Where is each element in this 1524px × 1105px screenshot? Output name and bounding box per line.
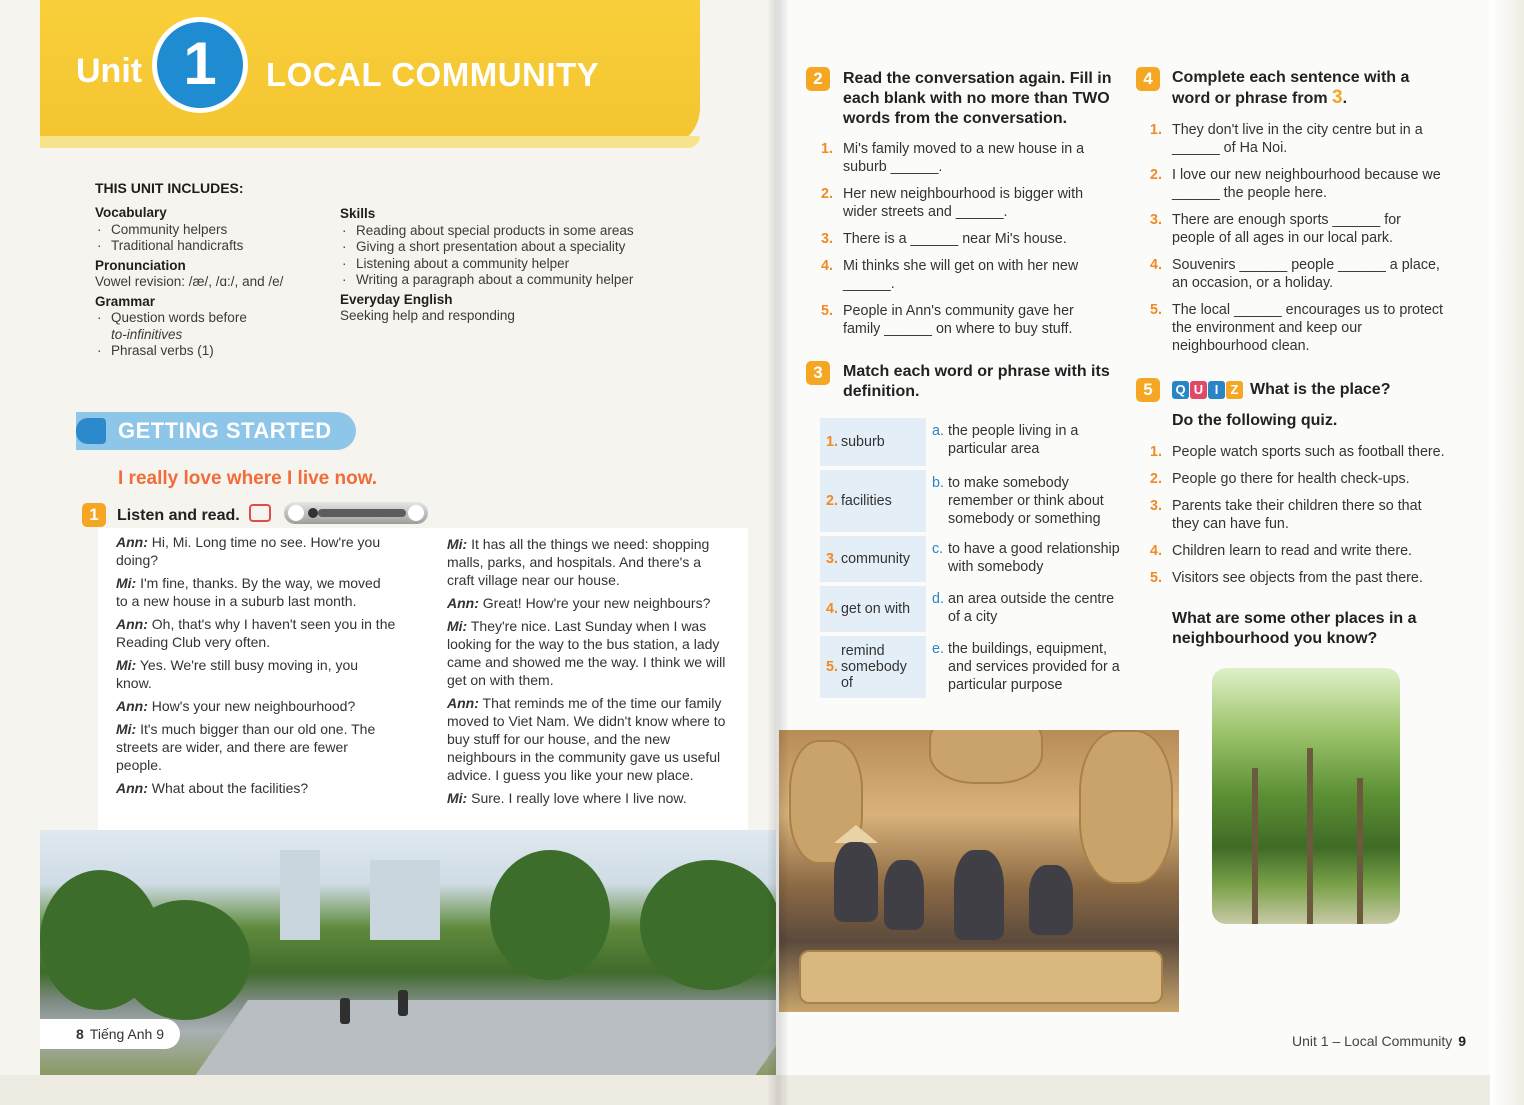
building [280, 850, 320, 940]
craftsperson [954, 850, 1004, 940]
exercise-2-badge: 2 [806, 67, 830, 91]
grammar-item: · Question words before [111, 310, 325, 327]
unit-number-badge: 1 [152, 17, 248, 113]
cd-audio-icon [249, 504, 271, 522]
book-gutter [768, 0, 788, 1105]
right-page-footer: Unit 1 – Local Community 9 [1292, 1033, 1467, 1049]
vocabulary-item: · Traditional handicrafts [111, 238, 325, 255]
exercise-4-ref: 3 [1332, 87, 1343, 108]
everyday-english-heading: Everyday English [340, 291, 453, 307]
basket [929, 730, 1043, 784]
tree-trunk [1357, 778, 1363, 924]
conversation-line: Ann: Hi, Mi. Long time no see. How're you doing? [116, 534, 381, 568]
craftsperson [834, 842, 878, 922]
conversation-line: Mi: It has all the things we need: shopping malls, parks, and hospitals. And there's a craft village near our house. [447, 536, 710, 588]
exercise-5-item: 2. People go there for health check-ups. [1150, 471, 1410, 487]
audio-player[interactable] [284, 502, 428, 524]
getting-started-title: GETTING STARTED [118, 418, 332, 443]
skills-item: · Listening about a community helper [356, 256, 680, 273]
exercise-4-title: Complete each sentence with a word or phrase from 3. [1172, 69, 1410, 108]
conversation-line: Mi: It's much bigger than our old one. The streets are wider, and there are fewer people. [116, 721, 376, 773]
exercise-4-item: 2. I love our new neighbourhood because we ______ the people here. [1150, 167, 1441, 201]
conversation-line: Ann: What about the facilities? [116, 780, 309, 796]
page-edge [1490, 0, 1524, 1105]
everyday-english-text: Seeking help and responding [340, 308, 515, 323]
page-bottom-edge [0, 1075, 1524, 1105]
includes-heading: THIS UNIT INCLUDES: [95, 180, 244, 196]
conversation-line: Mi: I'm fine, thanks. By the way, we moved to a new house in a suburb last month. [116, 575, 381, 609]
conversation-column-right [447, 535, 732, 812]
quiz-letter: U [1190, 381, 1207, 399]
exercise-4-item: 5. The local ______ encourages us to protect the environment and keep our neighbourhood clean. [1150, 302, 1444, 354]
vocabulary-item: · Community helpers [111, 222, 325, 239]
exercise-2-title: Read the conversation again. Fill in each blank with no more than TWO words from the conversation. [843, 70, 1112, 127]
exercise-2-item: 2. Her new neighbourhood is bigger with wider streets and ______. [821, 186, 1084, 220]
exercise-3-title: Match each word or phrase with its definition. [843, 363, 1110, 400]
record-icon[interactable] [308, 508, 318, 518]
exercise-5-badge: 5 [1136, 378, 1160, 402]
tree [120, 900, 250, 1020]
tree [490, 850, 610, 980]
includes-right-column [340, 206, 680, 325]
skills-item: · Reading about special products in some areas [356, 223, 680, 240]
tree-trunk [1252, 768, 1258, 924]
exercise-3-badge: 3 [806, 361, 830, 385]
matching-row: 1. suburb a. the people living in a particular area [820, 418, 1128, 466]
conversation-line: Ann: That reminds me of the time our family moved to Viet Nam. We didn't know where to buy stuff for our house, and the new neighbours in the community gave us useful advice. I guess you like your new place. [447, 695, 726, 783]
exercise-2-item: 5. People in Ann's community gave her family ______ on where to buy stuff. [821, 303, 1074, 337]
exercise-5-item: 1. People watch sports such as football there. [1150, 444, 1445, 460]
conversation-line: Mi: Sure. I really love where I live now. [447, 790, 687, 806]
skills-heading: Skills [340, 206, 376, 221]
pronunciation-text: Vowel revision: /æ/, /ɑ:/, and /e/ [95, 274, 284, 289]
tree-trunk [1307, 748, 1313, 924]
exercise-5-list [1150, 443, 1447, 596]
quiz-letter: I [1208, 381, 1225, 399]
volume-icon[interactable] [408, 505, 424, 521]
quiz-letter: Z [1226, 381, 1243, 399]
grammar-heading: Grammar [95, 293, 156, 309]
cyclist [340, 998, 350, 1024]
conical-hat [834, 825, 878, 843]
pronunciation-heading: Pronunciation [95, 257, 186, 273]
road [192, 1000, 776, 1075]
includes-left-column [95, 205, 325, 360]
exercise-2-item: 4. Mi thinks she will get on with her new ______. [821, 258, 1079, 292]
matching-row: 2. facilities b. to make somebody remember or think about somebody or something [820, 470, 1128, 532]
conversation-line: Ann: Oh, that's why I haven't seen you in the Reading Club very often. [116, 616, 396, 650]
audio-progress-bar[interactable] [318, 509, 406, 517]
exercise-4-item: 1. They don't live in the city centre but in a ______ of Ha Noi. [1150, 122, 1423, 156]
tree [640, 860, 776, 990]
matching-row: 3. community c. to have a good relationship with somebody [820, 536, 1128, 582]
grammar-item-continuation: to-infinitives [111, 326, 183, 342]
matching-table [820, 418, 1128, 702]
exercise-1-title: Listen and read. [117, 507, 240, 524]
park-trees-photo [1212, 668, 1400, 924]
conversation-column-left [116, 533, 396, 802]
exercise-4-list [1150, 121, 1447, 364]
unit-title: LOCAL COMMUNITY [266, 56, 600, 93]
exercise-5-item: 4. Children learn to read and write there. [1150, 543, 1413, 559]
grammar-item: · Phrasal verbs (1) [111, 343, 325, 360]
craft-village-photo [779, 730, 1179, 1012]
basket [1079, 730, 1173, 884]
exercise-4-badge: 4 [1136, 67, 1160, 91]
exercise-4-item: 3. There are enough sports ______ for people of all ages in our local park. [1150, 212, 1401, 246]
exercise-5-item: 3. Parents take their children there so that they can have fun. [1150, 498, 1422, 532]
exercise-5-item: 5. Visitors see objects from the past there. [1150, 570, 1423, 586]
play-icon[interactable] [288, 505, 304, 521]
vocabulary-heading: Vocabulary [95, 205, 167, 220]
exercise-5-instruction: Do the following quiz. [1172, 412, 1338, 429]
skills-item: · Writing a paragraph about a community helper [356, 272, 680, 289]
conversation-line: Mi: Yes. We're still busy moving in, you know. [116, 657, 359, 691]
matching-row: 5. remind somebody of e. the buildings, equipment, and services provided for a particular purpose [820, 636, 1128, 698]
skills-item: · Giving a short presentation about a speciality [356, 239, 680, 256]
conversation-line: Mi: They're nice. Last Sunday when I was looking for the way to the bus station, a lady came and showed me the way. I think we will get on with them. [447, 618, 726, 688]
craftsperson [884, 860, 924, 930]
cyclist [398, 990, 408, 1016]
quiz-letter: Q [1172, 381, 1189, 399]
left-page-number: 8 Tiếng Anh 9 [40, 1019, 180, 1049]
bamboo-pile [799, 950, 1163, 1004]
exercise-2-item: 3. There is a ______ near Mi's house. [821, 231, 1067, 247]
exercise-5-title: What is the place? [1250, 381, 1391, 398]
unit-label: Unit [76, 52, 143, 90]
conversation-line: Ann: How's your new neighbourhood? [116, 698, 356, 714]
exercise-2-item: 1. Mi's family moved to a new house in a suburb ______. [821, 141, 1085, 175]
exercise-4-item: 4. Souvenirs ______ people ______ a place, an occasion, or a holiday. [1150, 257, 1440, 291]
matching-row: 4. get on with d. an area outside the centre of a city [820, 586, 1128, 632]
exercise-1-badge: 1 [82, 503, 106, 527]
getting-started-subtitle: I really love where I live now. [118, 468, 378, 489]
pointing-hand-icon [76, 418, 106, 444]
conversation-line: Ann: Great! How're your new neighbours? [447, 595, 711, 611]
building [370, 860, 440, 940]
exercise-5-follow-up: What are some other places in a neighbourhood you know? [1172, 610, 1417, 647]
exercise-2-list [821, 140, 1113, 347]
craftsperson [1029, 865, 1073, 935]
